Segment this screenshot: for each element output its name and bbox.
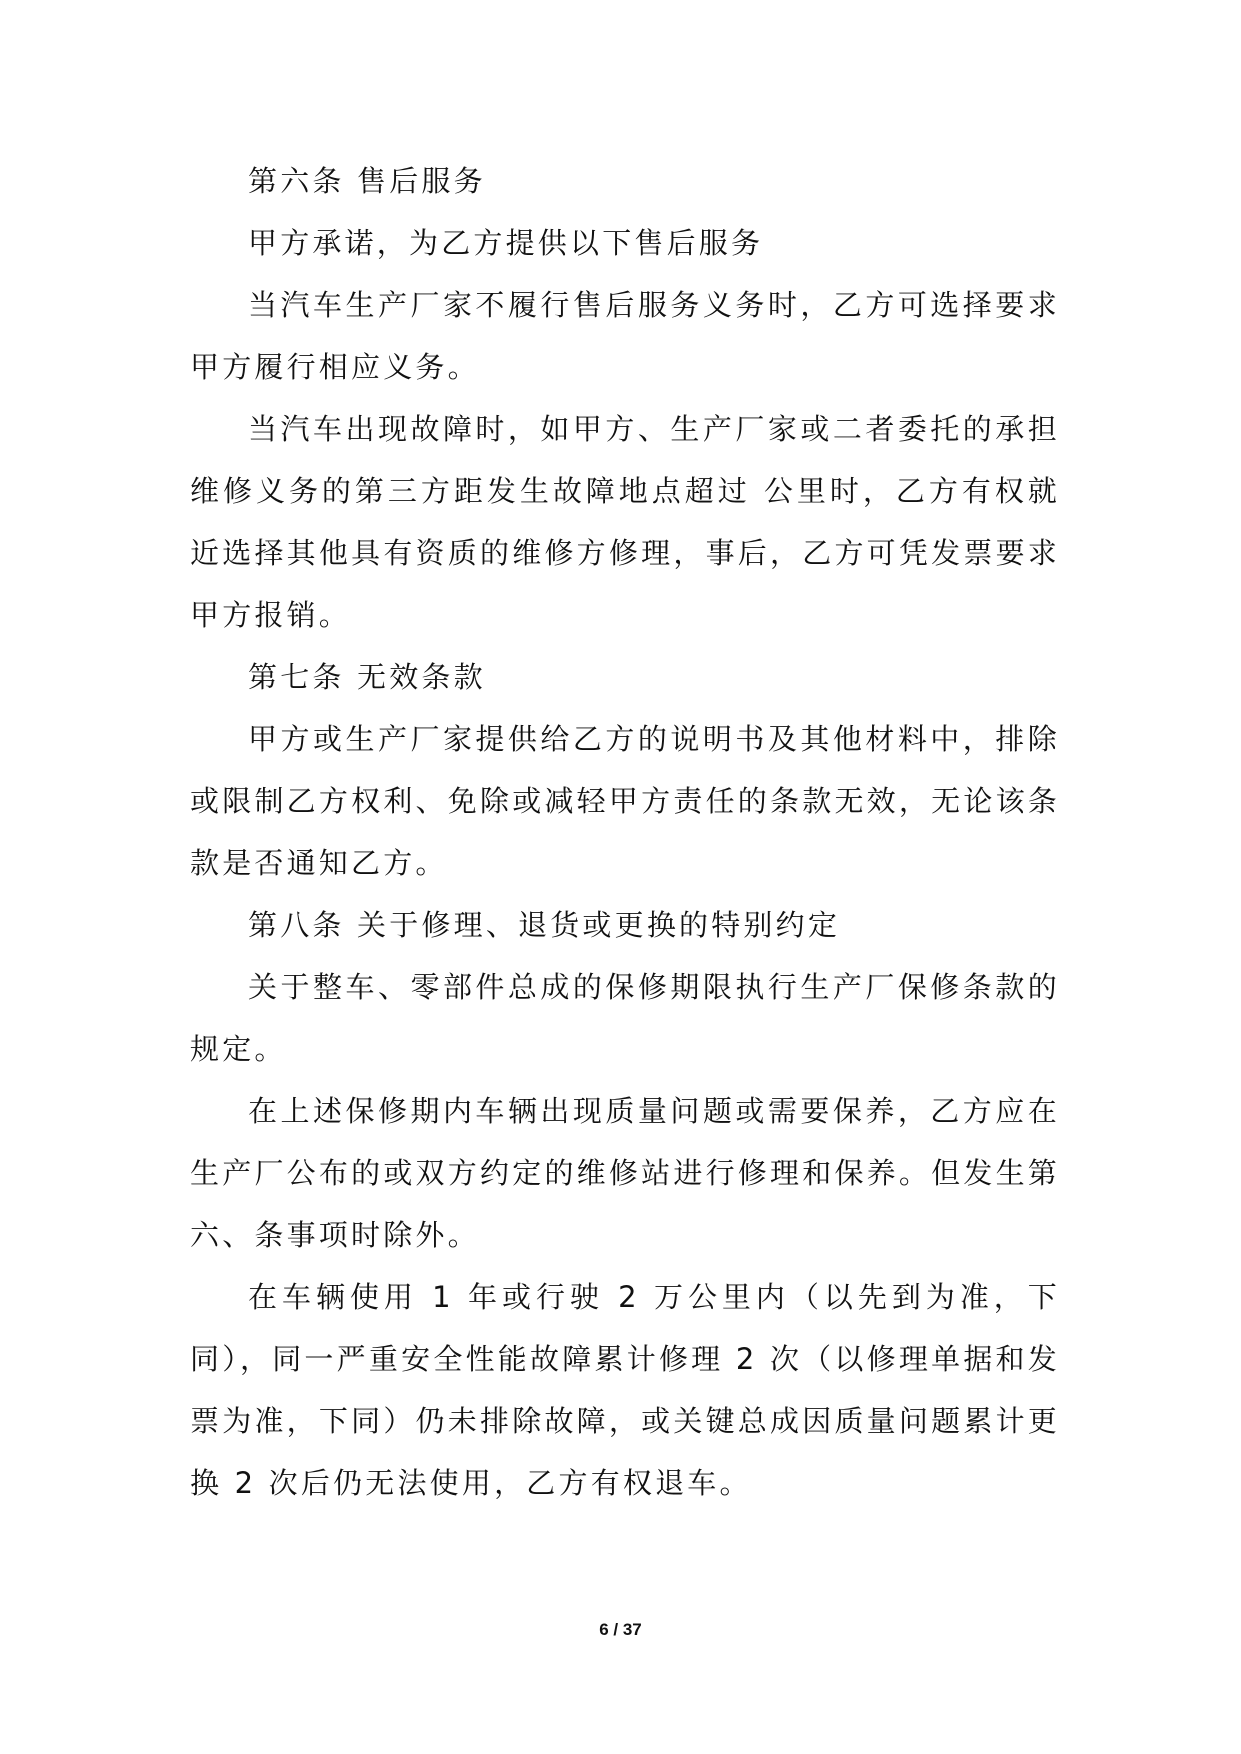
paragraph: 在车辆使用 1 年或行驶 2 万公里内（以先到为准，下同），同一严重安全性能故障累计修理 2 次（以修理单据和发票为准，下同）仍未排除故障，或关键总成因质量问题累计更换 2 次后仍无法使用，乙方有权退车。 xyxy=(190,1280,1060,1500)
page-number: 6 / 37 xyxy=(599,1620,642,1639)
article-6-heading: 第六条 售后服务 xyxy=(248,164,486,198)
paragraph: 甲方承诺，为乙方提供以下售后服务 xyxy=(248,226,764,260)
paragraph: 甲方或生产厂家提供给乙方的说明书及其他材料中，排除或限制乙方权利、免除或减轻甲方责任的条款无效，无论该条款是否通知乙方。 xyxy=(190,722,1060,880)
paragraph: 关于整车、零部件总成的保修期限执行生产厂保修条款的规定。 xyxy=(190,970,1060,1066)
article-8-heading: 第八条 关于修理、退货或更换的特别约定 xyxy=(248,908,841,942)
paragraph: 在上述保修期内车辆出现质量问题或需要保养，乙方应在生产厂公布的或双方约定的维修站进行修理和保养。但发生第六、条事项时除外。 xyxy=(190,1094,1060,1252)
paragraph: 当汽车出现故障时，如甲方、生产厂家或二者委托的承担维修义务的第三方距发生故障地点超过 公里时，乙方有权就近选择其他具有资质的维修方修理，事后，乙方可凭发票要求甲方报销。 xyxy=(190,412,1060,632)
document-body xyxy=(190,150,1060,1514)
paragraph: 当汽车生产厂家不履行售后服务义务时，乙方可选择要求甲方履行相应义务。 xyxy=(190,288,1060,384)
article-7-heading: 第七条 无效条款 xyxy=(248,660,486,694)
